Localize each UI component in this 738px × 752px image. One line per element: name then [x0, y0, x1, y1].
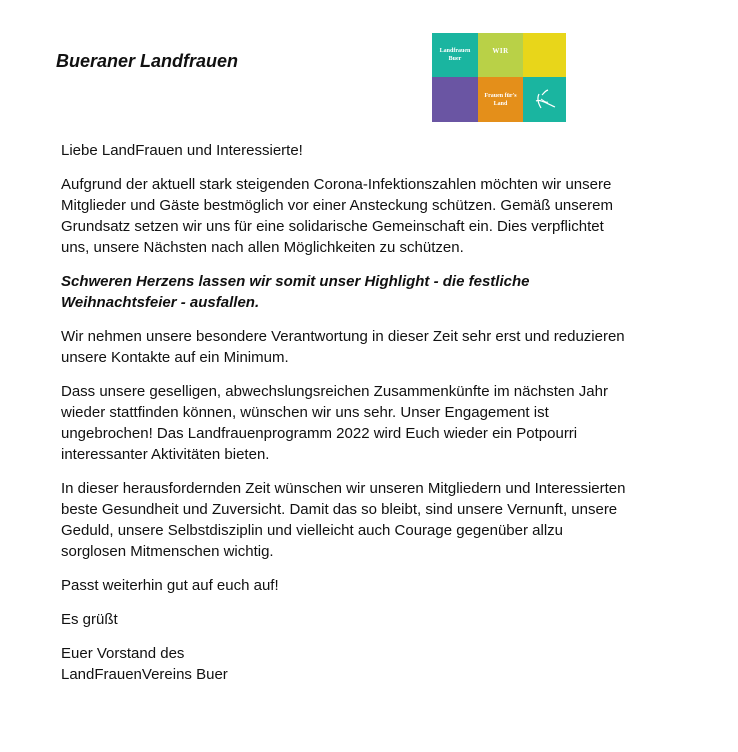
- wheat-icon: [530, 85, 560, 115]
- logo-tile-purple: [432, 77, 478, 122]
- logo-tile-landfrauen-buer: [432, 33, 478, 77]
- logo-tile-yellow: [523, 33, 566, 77]
- letter-body: [61, 140, 681, 698]
- organization-title: Bueraner Landfrauen: [56, 51, 239, 71]
- text-line: interessanter Aktivitäten bieten.: [61, 446, 270, 463]
- text-line: Geduld, unsere Selbstdisziplin und vielleicht auch Courage gegenüber allzu: [61, 522, 563, 539]
- text-line: Weihnachtsfeier - ausfallen.: [61, 294, 260, 311]
- closing-regards: Es grüßt: [61, 611, 118, 628]
- text-line: Euer Vorstand des: [61, 645, 185, 662]
- greeting: Liebe LandFrauen und Interessierte!: [61, 142, 303, 159]
- paragraph-wishes: [61, 478, 681, 562]
- paragraph-responsibility: [61, 326, 681, 368]
- text-line: wieder stattfinden können, wünschen wir uns sehr. Unser Engagement ist: [61, 404, 549, 421]
- text-line: sorglosen Mitmenschen wichtig.: [61, 543, 274, 560]
- text-line: Aufgrund der aktuell stark steigenden Corona-Infektionszahlen möchten wir unsere: [61, 176, 612, 193]
- logo-tile-frauen-fuers-land: [478, 77, 523, 122]
- text-line: unsere Kontakte auf ein Minimum.: [61, 349, 289, 366]
- logo-tile-wir: WIR: [478, 33, 523, 77]
- landfrauen-logo: [432, 33, 566, 122]
- text-line: Grundsatz setzen wir uns für eine solidarische Gemeinschaft ein. Dies verpflichtet: [61, 218, 604, 235]
- logo-text: Landfrauen: [439, 48, 471, 54]
- text-line: beste Gesundheit und Zuversicht. Damit das so bleibt, sind unsere Vernunft, unsere: [61, 501, 618, 518]
- logo-text: Buer: [448, 56, 462, 62]
- paragraph-corona: [61, 174, 681, 258]
- logo-tile-grain: [523, 77, 566, 122]
- text-line: Dass unsere geselligen, abwechslungsreichen Zusammenkünfte im nächsten Jahr: [61, 383, 608, 400]
- text-line: uns, unsere Nächsten nach allen Möglichkeiten zu schützen.: [61, 239, 464, 256]
- text-line: Mitglieder und Gäste bestmöglich vor einer Ansteckung schützen. Gemäß unserem: [61, 197, 613, 214]
- text-line: LandFrauenVereins Buer: [61, 666, 228, 683]
- text-line: ungebrochen! Das Landfrauenprogramm 2022 wird Euch wieder ein Potpourri: [61, 425, 578, 442]
- text-line: In dieser herausfordernden Zeit wünschen wir unseren Mitgliedern und Interessierten: [61, 480, 626, 497]
- text-line: Wir nehmen unsere besondere Verantwortung in dieser Zeit sehr erst und reduzieren: [61, 328, 625, 345]
- text-line: Schweren Herzens lassen wir somit unser Highlight - die festliche: [61, 273, 530, 290]
- paragraph-next-year: [61, 381, 681, 465]
- signature: [61, 643, 681, 685]
- closing-take-care: Passt weiterhin gut auf euch auf!: [61, 577, 279, 594]
- highlight-cancellation: [61, 271, 681, 313]
- logo-text: Land: [493, 100, 508, 107]
- logo-text: Frauen für's: [484, 92, 517, 99]
